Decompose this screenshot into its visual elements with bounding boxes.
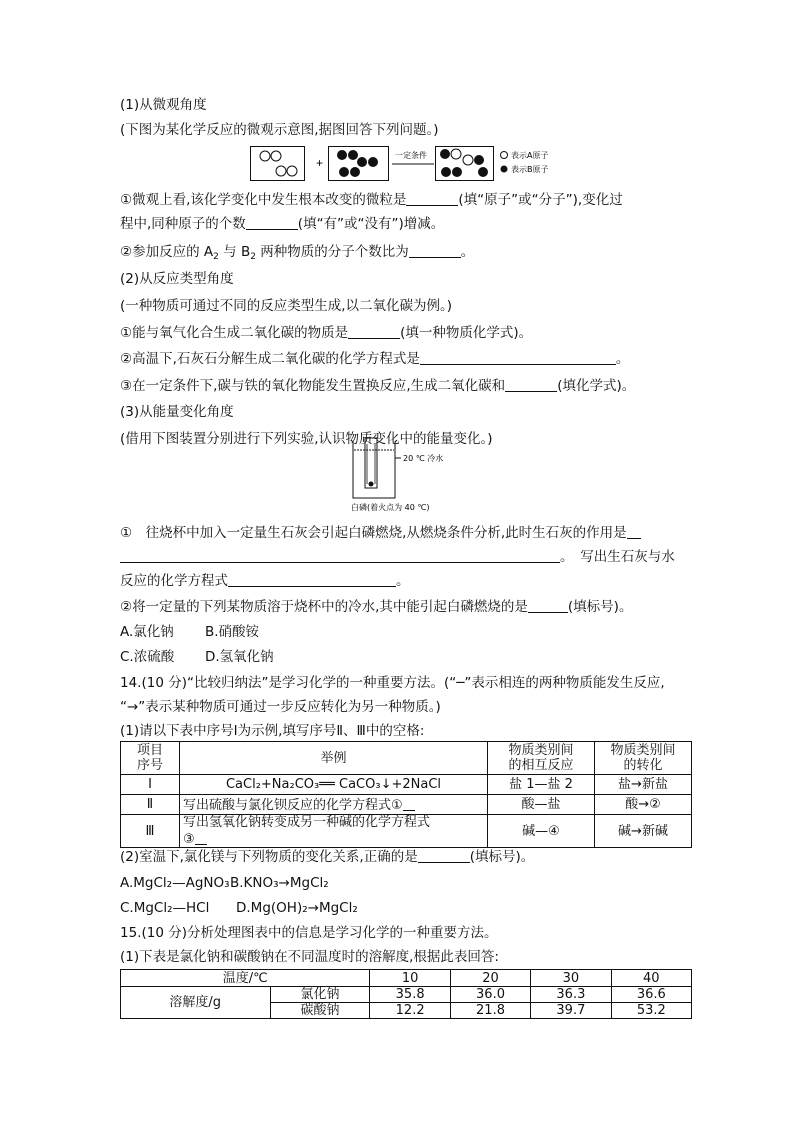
section-3-title: (3)从能量变化角度 — [120, 404, 234, 420]
answer-blank[interactable] — [348, 324, 400, 339]
section-2-title: (2)从反应类型角度 — [120, 271, 234, 287]
micro-reaction-diagram — [250, 146, 580, 186]
header-example: 举例 — [180, 742, 488, 775]
s2-question-1: ①能与氧气化合生成二氧化碳的物质是 (填一种物质化学式)。 — [120, 325, 533, 341]
s3-question-1-line-3: 反应的化学方程式 。 — [120, 573, 410, 589]
q14-option-a: A.MgCl₂—AgNO₃ — [120, 875, 230, 891]
legend-b-icon — [501, 166, 508, 173]
answer-blank[interactable] — [528, 598, 568, 613]
q14-option-d: D.Mg(OH)₂→MgCl₂ — [236, 900, 358, 916]
table-row: 碳酸钠 12.2 21.8 39.7 53.2 — [121, 1003, 692, 1019]
section-3-intro: (借用下图装置分别进行下列实验,认识物质变化中的能量变化。) — [120, 431, 493, 447]
s3-question-2: ②将一定量的下列某物质溶于烧杯中的冷水,其中能引起白磷燃烧的是 (填标号)。 — [120, 599, 633, 615]
b-atom — [357, 157, 367, 167]
table-header-row: 温度/℃ 10 20 30 40 — [121, 970, 692, 987]
answer-blank[interactable] — [420, 350, 616, 365]
answer-blank[interactable] — [406, 191, 458, 206]
answer-blank[interactable] — [409, 243, 461, 258]
s2-question-2: ②高温下,石灰石分解生成二氧化碳的化学方程式是 。 — [120, 351, 630, 367]
condition-label: 一定条件 — [395, 151, 427, 160]
answer-blank[interactable] — [627, 524, 641, 539]
q15-part-1: (1)下表是氯化钠和碳酸钠在不同温度时的溶解度,根据此表回答: — [120, 949, 499, 965]
answer-blank[interactable] — [246, 215, 298, 230]
q15-stem: 15.(10 分)分析处理图表中的信息是学习化学的一种重要方法。 — [120, 925, 498, 941]
beaker-diagram — [345, 436, 505, 512]
b-atom — [452, 167, 462, 177]
b-atom — [474, 155, 484, 165]
q14-stem-line-1: 14.(10 分)“比较归纳法”是学习化学的一种重要方法。(“─”表示相连的两种物质能发生反应, — [120, 675, 665, 691]
water-label: 20 ℃ 冷水 — [403, 454, 444, 463]
answer-blank[interactable] — [195, 830, 207, 845]
a-atom — [451, 149, 461, 159]
table-row: 溶解度/g 氯化钠 35.8 36.0 36.3 36.6 — [121, 987, 692, 1003]
a-atom — [463, 155, 473, 165]
plus-sign: + — [316, 156, 324, 170]
section-2-intro: (一种物质可通过不同的反应类型生成,以二氧化碳为例。) — [120, 298, 453, 314]
b-atom — [339, 167, 349, 177]
b-atom — [478, 167, 488, 177]
q14-option-c: C.MgCl₂—HCl — [120, 900, 210, 916]
legend-a-icon — [501, 152, 508, 159]
legend-a-label: 表示A原子 — [511, 151, 549, 160]
white-phosphorus — [369, 482, 374, 487]
a-atom — [287, 166, 297, 176]
b-atom — [368, 157, 378, 167]
table-header-row: 项目 序号 举例 物质类别间 的相互反应 物质类别间 的转化 — [121, 742, 692, 775]
s1-question-2: ②参加反应的 $A_2$ 与 $B_2$ 两种物质的分子个数比为 。 — [120, 244, 475, 262]
answer-blank[interactable] — [418, 848, 470, 863]
b-atom — [440, 149, 450, 159]
s3-option-a: A.氯化钠 — [120, 624, 174, 640]
s3-question-1-line-2: 。 写出生石灰与水 — [120, 548, 675, 566]
s1-question-1-line-1: ①微观上看,该化学变化中发生根本改变的微粒是 (填“原子”或“分子”),变化过 — [120, 192, 623, 208]
s3-question-1-line-1: ① 往烧杯中加入一定量生石灰会引起白磷燃烧,从燃烧条件分析,此时生石灰的作用是 — [120, 524, 641, 542]
s3-option-c: C.浓硫酸 — [120, 649, 175, 665]
b-atom — [348, 150, 358, 160]
answer-blank[interactable] — [403, 796, 415, 811]
section-1-intro: (下图为某化学反应的微观示意图,据图回答下列问题。) — [120, 122, 439, 138]
phosphorus-label: 白磷(着火点为 40 ℃) — [351, 503, 430, 512]
a-atom — [260, 151, 270, 161]
answer-blank[interactable] — [505, 377, 557, 392]
beaker-outline — [351, 440, 397, 498]
q14-option-b: B.KNO₃→MgCl₂ — [230, 875, 329, 891]
legend-b-label: 表示B原子 — [511, 165, 549, 174]
q14-part-1: (1)请以下表中序号Ⅰ为示例,填写序号Ⅱ、Ⅲ中的空格: — [120, 723, 425, 739]
b-atom — [441, 167, 451, 177]
s3-option-b: B.硝酸铵 — [205, 624, 260, 640]
q14-part-2: (2)室温下,氯化镁与下列物质的变化关系,正确的是 (填标号)。 — [120, 849, 535, 865]
b-atom — [350, 167, 360, 177]
a-atom — [271, 151, 281, 161]
section-1-title: (1)从微观角度 — [120, 97, 207, 113]
s1-question-1-line-2: 程中,同种原子的个数 (填“有”或“没有”)增减。 — [120, 216, 445, 232]
s2-question-3: ③在一定条件下,碳与铁的氧化物能发生置换反应,生成二氧化碳和 (填化学式)。 — [120, 378, 636, 394]
table-row: Ⅲ 写出氢氧化钠转变成另一种碱的化学方程式 ③ 碱—④ 碱→新碱 — [121, 815, 692, 848]
s3-option-d: D.氢氧化钠 — [205, 649, 274, 665]
answer-blank[interactable] — [120, 548, 560, 563]
answer-blank[interactable] — [228, 572, 396, 587]
table-row: Ⅰ CaCl₂+Na₂CO₃══ CaCO₃↓+2NaCl 盐 1—盐 2 盐→新盐 — [121, 775, 692, 795]
comparison-table — [120, 741, 692, 848]
table-row: Ⅱ 写出硫酸与氯化钡反应的化学方程式① 酸—盐 酸→② — [121, 795, 692, 815]
solubility-table — [120, 969, 692, 1019]
b-atom — [337, 150, 347, 160]
a-atom — [276, 166, 286, 176]
q14-stem-line-2: “→”表示某种物质可通过一步反应转化为另一种物质。) — [120, 699, 441, 715]
